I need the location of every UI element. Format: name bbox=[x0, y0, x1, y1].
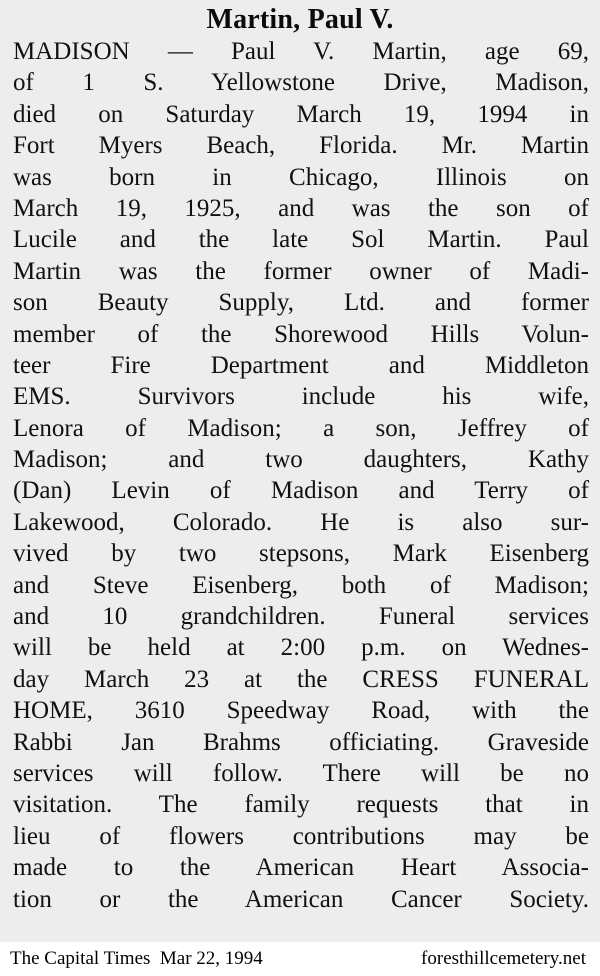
obituary-line: HOME, 3610 Speedway Road, with the bbox=[13, 697, 589, 725]
obituary-line: MADISON — Paul V. Martin, age 69, bbox=[13, 38, 589, 65]
obituary-line: Madison; and two daughters, Kathy bbox=[13, 446, 589, 474]
obituary-line: made to the American Heart Associa- bbox=[13, 854, 589, 882]
obituary-line: Martin was the former owner of Madi- bbox=[13, 257, 589, 285]
obituary-line: lieu of flowers contributions may be bbox=[13, 822, 589, 850]
obituary-line: Lenora of Madison; a son, Jeffrey of bbox=[13, 414, 589, 442]
obituary-headline: Martin, Paul V. bbox=[206, 4, 394, 35]
obituary-line: son Beauty Supply, Ltd. and former bbox=[13, 289, 589, 317]
obituary-line: Rabbi Jan Brahms officiating. Graveside bbox=[13, 728, 589, 756]
obituary-line: teer Fire Department and Middleton bbox=[13, 351, 589, 379]
obituary-line: died on Saturday March 19, 1994 in bbox=[13, 100, 589, 128]
obituary-line: member of the Shorewood Hills Volun- bbox=[13, 320, 589, 348]
obituary-line: Lakewood, Colorado. He is also sur- bbox=[13, 508, 589, 536]
newspaper-source: The Capital Times Mar 22, 1994 bbox=[10, 948, 263, 969]
obituary-line: day March 23 at the CRESS FUNERAL bbox=[13, 665, 589, 693]
obituary-line: vived by two stepsons, Mark Eisenberg bbox=[13, 540, 589, 568]
obituary-line: Lucile and the late Sol Martin. Paul bbox=[13, 226, 589, 254]
obituary-line: and Steve Eisenberg, both of Madison; bbox=[13, 571, 589, 599]
obituary-line: will be held at 2:00 p.m. on Wednes- bbox=[13, 634, 589, 662]
website-credit: foresthillcemetery.net bbox=[421, 948, 586, 969]
obituary-line: (Dan) Levin of Madison and Terry of bbox=[13, 477, 589, 505]
obituary-line: and 10 grandchildren. Funeral services bbox=[13, 603, 589, 631]
obituary-line: services will follow. There will be no bbox=[13, 759, 589, 787]
obituary-line: of 1 S. Yellowstone Drive, Madison, bbox=[13, 69, 589, 97]
obituary-line: tion or the American Cancer Society. bbox=[13, 885, 589, 913]
obituary-body bbox=[13, 36, 589, 915]
obituary-line: Fort Myers Beach, Florida. Mr. Martin bbox=[13, 132, 589, 160]
obituary-line: was born in Chicago, Illinois on bbox=[13, 163, 589, 191]
obituary-line: visitation. The family requests that in bbox=[13, 791, 589, 819]
obituary-line: March 19, 1925, and was the son of bbox=[13, 194, 589, 222]
obituary-line: EMS. Survivors include his wife, bbox=[13, 383, 589, 411]
caption-footer bbox=[0, 942, 600, 976]
